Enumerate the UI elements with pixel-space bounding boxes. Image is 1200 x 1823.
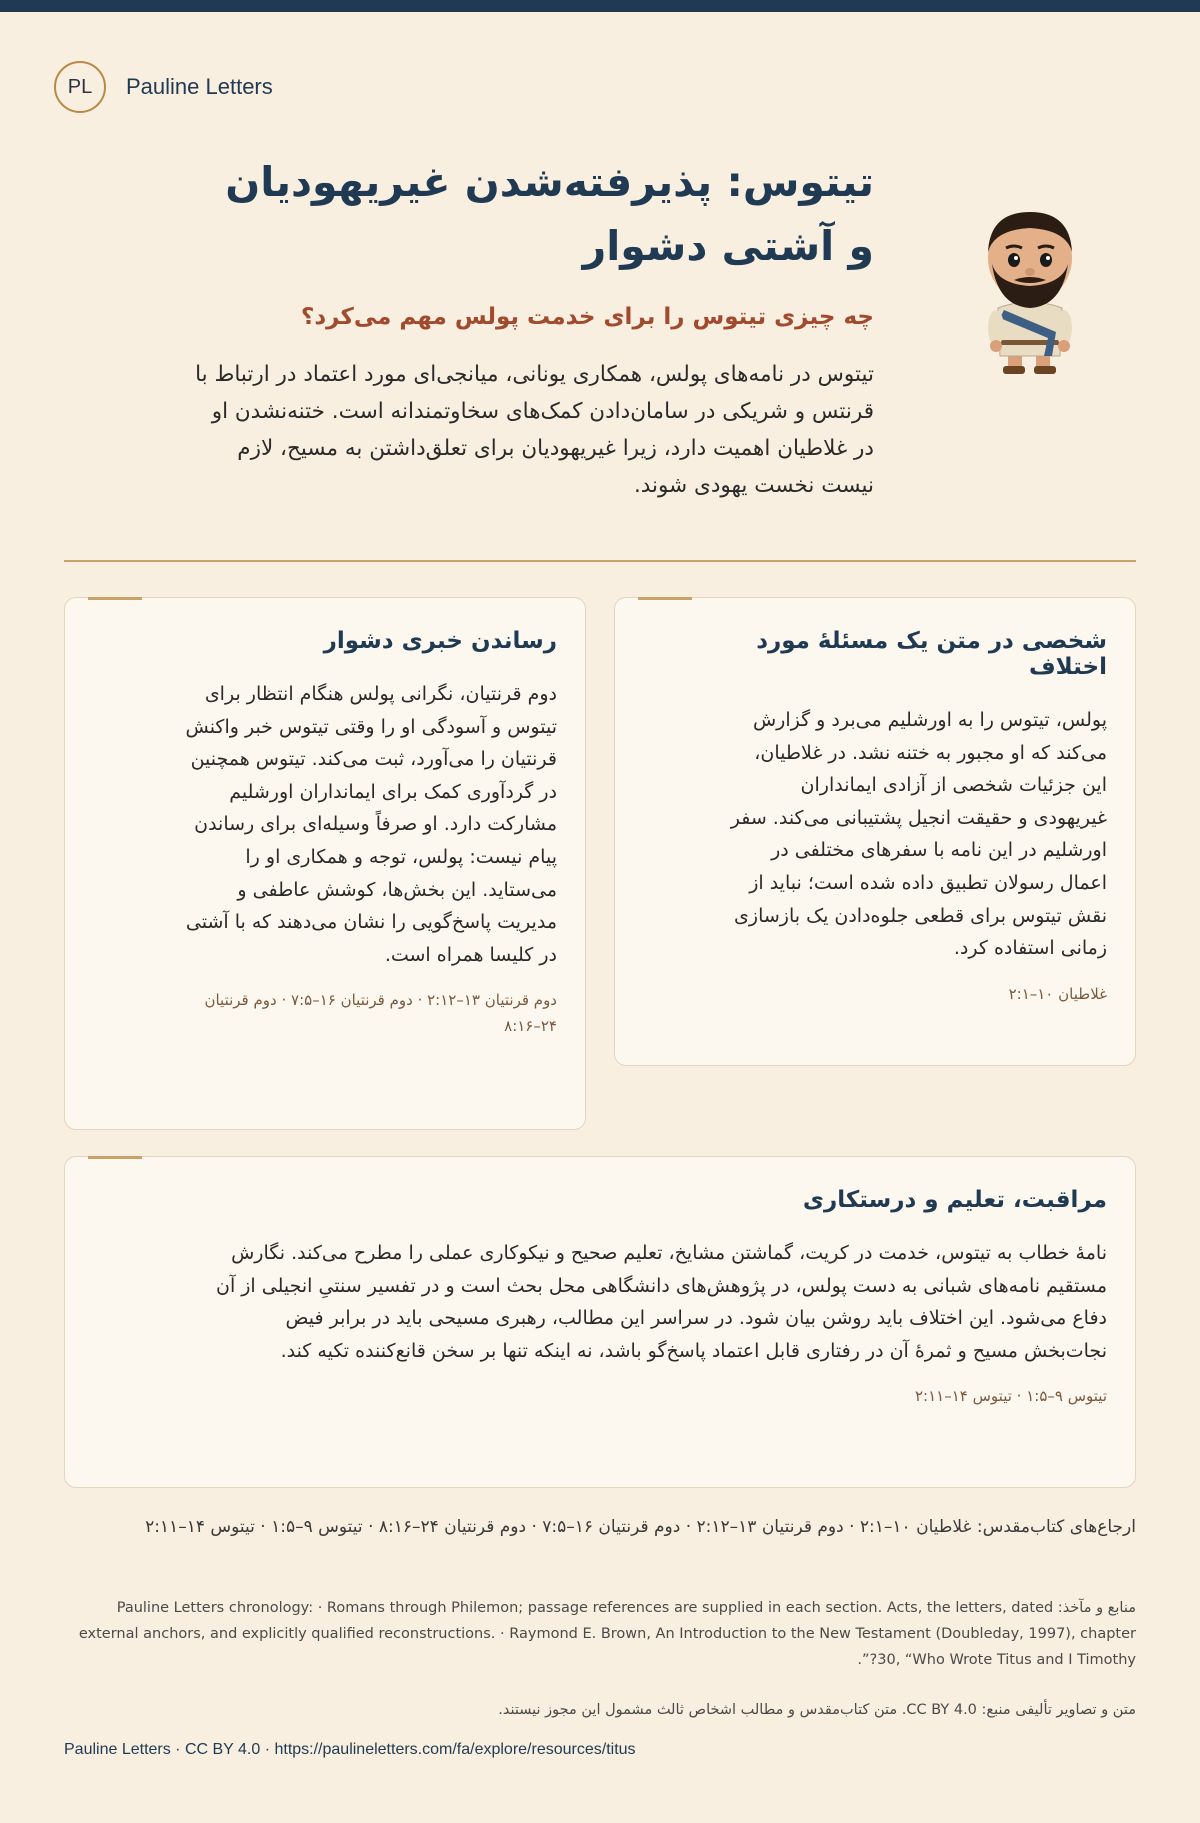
card-accent-line	[88, 597, 142, 600]
footer-link[interactable]: Pauline Letters · CC BY 4.0 · https://paulineletters.com/fa/explore/resources/titus	[64, 1741, 636, 1758]
bible-references: ارجاع‌های کتاب‌مقدس: غلاطیان ۱۰–۲:۱ · دوم قرنتیان ۱۳–۲:۱۲ · دوم قرنتیان ۱۶–۷:۵ · دوم قرنتیان ۲۴–۸:۱۶ · تیتوس ۹–۱:۵ · تیتوس ۱۴–۲:۱۱	[145, 1517, 1136, 1537]
titus-figure-icon	[970, 200, 1090, 380]
sources: منابع و مآخذ: Pauline Letters chronology: · Romans through Philemon; passage references are supplied in each section. Acts, the letters, dated external anchors, and explicitly qualified reconstructions. · Raymond E. Brown, An Introduction to the New Testament (Doubleday, 1997), chapter 30, “Who Wrote Titus and I Timothy?”.	[78, 1600, 1136, 1668]
section-title: رساندن خبری دشوار	[323, 628, 557, 654]
section-references[interactable]: دوم قرنتیان ۱۳–۲:۱۲ · دوم قرنتیان ۱۶–۷:۵ · دوم قرنتیان ۲۴–۸:۱۶	[204, 991, 557, 1036]
section-body: نامهٔ خطاب به تیتوس، خدمت در کریت، گماشتن مشایخ، تعلیم صحیح و نیکوکاری عملی را مطرح می‌کند. نگارش مستقیم نامه‌های شبانی به دست پولس، در پژوهش‌های دانشگاهی محل بحث است و در تفسیر سنتیِ انجیلی از آن دفاع می‌شود. این اختلاف باید روشن بیان شود. در سراسر این مطالب، رهبری مسیحی باید در برابر فیض نجات‌بخش مسیح و ثمرهٔ آن در رفتاری قابل اعتماد پاسخ‌گو باشد، نه اینکه تنها بر سخن قانع‌کننده تکیه کند.	[215, 1242, 1107, 1362]
section-references[interactable]: غلاطیان ۱۰–۲:۱	[1008, 984, 1107, 1003]
top-accent-bar	[0, 0, 1200, 12]
section-references[interactable]: تیتوس ۹–۱:۵ · تیتوس ۱۴–۲:۱۱	[914, 1387, 1107, 1406]
card-accent-line	[638, 597, 692, 600]
page-subtitle: چه چیزی تیتوس را برای خدمت پولس مهم می‌کرد؟	[301, 304, 874, 330]
brand-name: Pauline Letters	[126, 74, 273, 99]
section-body: دوم قرنتیان، نگرانی پولس هنگام انتظار برای تیتوس و آسودگی او را وقتی تیتوس خبر واکنش قرنتیان را می‌آورد، ثبت می‌کند. تیتوس همچنین در گردآوری کمک برای ایمانداران اورشلیم مشارکت دارد. او صرفاً وسیله‌ای برای رساندن پیام نیست: پولس، توجه و همکاری او را می‌ستاید. این بخش‌ها، کوشش عاطفی و مدیریت پاسخ‌گویی را نشان می‌دهند که با آشتی در کلیسا همراه است.	[185, 683, 557, 966]
intro-paragraph: تیتوس در نامه‌های پولس، همکاری یونانی، میانجی‌ای مورد اعتماد در ارتباط با قرنتس و شریکی در سامان‌دادن کمک‌های سخاوتمندانه است. ختنه‌نشدن او در غلاطیان اهمیت دارد، زیرا غیریهودیان برای تعلق‌داشتن به مسیح، لازم نیست نخست یهودی شوند.	[195, 362, 874, 498]
section-title: شخصی در متن یک مسئلهٔ مورد اختلاف	[756, 628, 1107, 680]
card-accent-line	[88, 1156, 142, 1159]
license-note: متن و تصاویر تألیفی منبع: CC BY 4.0. متن کتاب‌مقدس و مطالب اشخاص ثالث مشمول این مجوز نیستند.	[498, 1702, 1136, 1718]
section-card-controversy	[614, 597, 1136, 1066]
brand[interactable]	[54, 61, 273, 113]
section-divider	[64, 560, 1136, 562]
section-body: پولس، تیتوس را به اورشلیم می‌برد و گزارش می‌کند که او مجبور به ختنه نشد. در غلاطیان، این جزئیات شخصی از آزادی ایمانداران غیریهودی و حقیقت انجیل پشتیبانی می‌کند. سفر اورشلیم در این نامه با سفرهای مختلفی در اعمال رسولان تطبیق داده شده است؛ نباید از نقش تیتوس برای قطعی جلوه‌دادن یک بازسازی زمانی استفاده کرد.	[730, 709, 1107, 960]
brand-logo: PL	[54, 61, 106, 113]
section-title: مراقبت، تعلیم و درستکاری	[802, 1187, 1107, 1213]
section-card-difficult-news	[64, 597, 586, 1130]
page-title: تیتوس: پذیرفته‌شدن غیریهودیان و آشتی دشوار	[225, 158, 874, 270]
hero	[194, 150, 874, 504]
section-card-care-teaching	[64, 1156, 1136, 1488]
